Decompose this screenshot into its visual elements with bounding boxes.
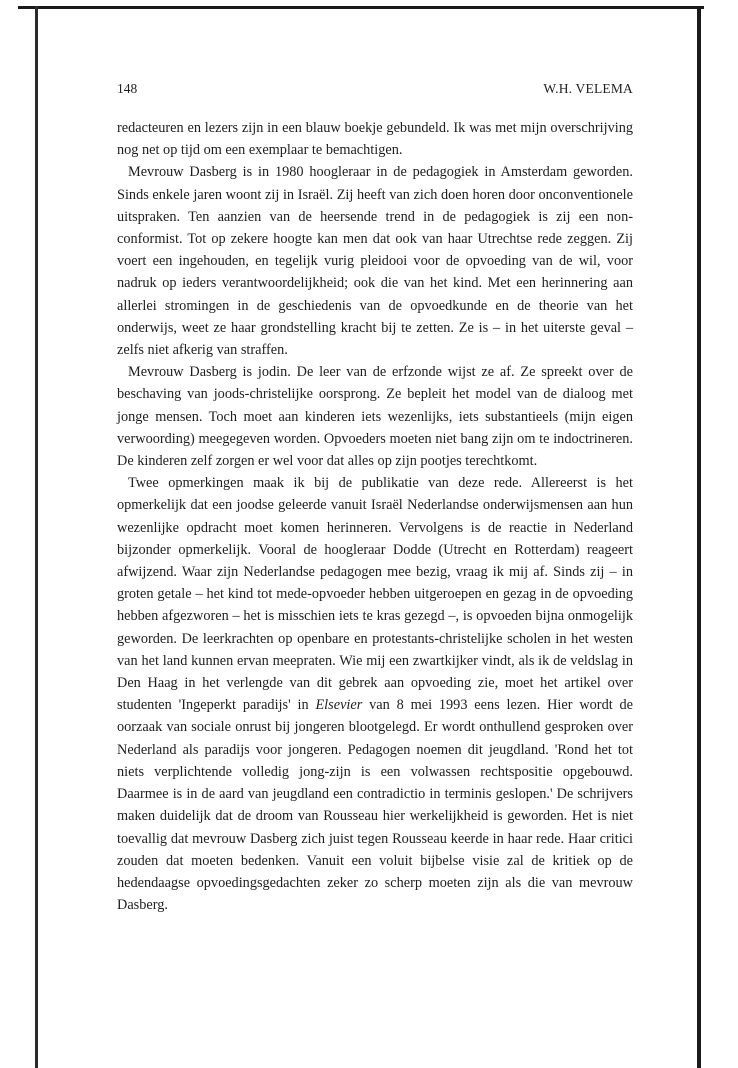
scan-edge-right (697, 6, 701, 1068)
running-head-author: W.H. VELEMA (543, 81, 633, 96)
publication-title: Elsevier (315, 697, 363, 714)
body-text (117, 117, 633, 916)
scan-edge-left (35, 6, 38, 1068)
page-number: 148 (117, 81, 138, 96)
running-head (117, 81, 633, 99)
paragraph-1: redacteuren en lezers zijn in een blauw boekje gebundeld. Ik was met mijn overschrijving nog net op tijd om een exemplaar te bemachtigen. (117, 120, 633, 159)
paragraph-4 (117, 472, 633, 916)
scan-edge-top (18, 6, 704, 9)
paragraph-2: Mevrouw Dasberg is in 1980 hoogleraar in de pedagogiek in Amsterdam geworden. Sinds enkele jaren woont zij in Israël. Zij heeft van zich doen horen door onconventionele uitspraken. Ten aanzien van de heersende trend in de pedagogiek is zij een non-conformist. Tot op zekere hoogte kan men dat ook van haar Utrechtse rede zeggen. Zij voert een ingehouden, en tegelijk vurig pleidooi voor de opvoeding van de wil, voor nadruk op ieders verantwoordelijkheid; ook die van het kind. Met een herinnering aan allerlei stromingen in de geschiedenis van de opvoedkunde en de theorie van het onderwijs, weet ze haar grondstelling kracht bij te zetten. Ze is – in het uiterste geval – zelfs niet afkerig van straffen. (117, 164, 633, 359)
paragraph-3: Mevrouw Dasberg is jodin. De leer van de erfzonde wijst ze af. Ze spreekt over de beschaving van joods-christelijke oorsprong. Ze bepleit het model van de dialoog met jonge mensen. Toch moet aan kinderen iets wezenlijks, iets substantieels (mijn eigen verwoording) meegegeven worden. Opvoeders moeten niet bang zijn om te indoctrineren. De kinderen zelf zorgen er wel voor dat alles op zijn pootjes terechtkomt. (117, 364, 633, 470)
paragraph-4-part-a: Twee opmerkingen maak ik bij de publikatie van deze rede. Allereerst is het opmerkelijk dat een joodse geleerde vanuit Israël Nederlandse onderwijsmensen aan hun wezenlijke opdracht moet komen herinneren. Vervolgens is de reactie in Nederland bijzonder opmerkelijk. Vooral de hoogleraar Dodde (Utrecht en Rotterdam) reageert afwijzend. Waar zijn Nederlandse pedagogen mee bezig, vraag ik mij af. Sinds zij – in groten getale – het kind tot mede-opvoeder hebben uitgeroepen en gezag in de opvoeding hebben afgezworen – het is misschien iets te kras gezegd –, is opvoeden bijna onmogelijk geworden. De leerkrachten op openbare en protestants-christelijke scholen in het westen van het land kunnen ervan meepraten. Wie mij een zwartkijker vindt, als ik de veldslag in Den Haag in het verlengde van dit gebrek aan opvoeding zie, moet het artikel over studenten 'Ingeperkt paradijs' in (117, 475, 633, 714)
paragraph-4-part-b: van 8 mei 1993 eens lezen. Hier wordt de oorzaak van sociale onrust bij jongeren blootgelegd. Er wordt onthullend gesproken over Nederland als paradijs voor jongeren. Pedagogen noemen dit jeugdland. 'Rond het tot niets verplichtende volledig jong-zijn is een volwassen rechtspositie opgebouwd. Daarmee is in de aard van jeugdland een contradictio in terminis geslopen.' De schrijvers maken duidelijk dat de droom van Rousseau hier werkelijkheid is geworden. Het is niet toevallig dat mevrouw Dasberg zich juist tegen Rousseau keerde in haar rede. Haar critici zouden dat moeten bedenken. Vanuit een voluit bijbelse visie zal de kritiek op de hedendaagse opvoedingsgedachten zeker zo scherp moeten zijn als die van mevrouw Dasberg. (117, 697, 634, 914)
